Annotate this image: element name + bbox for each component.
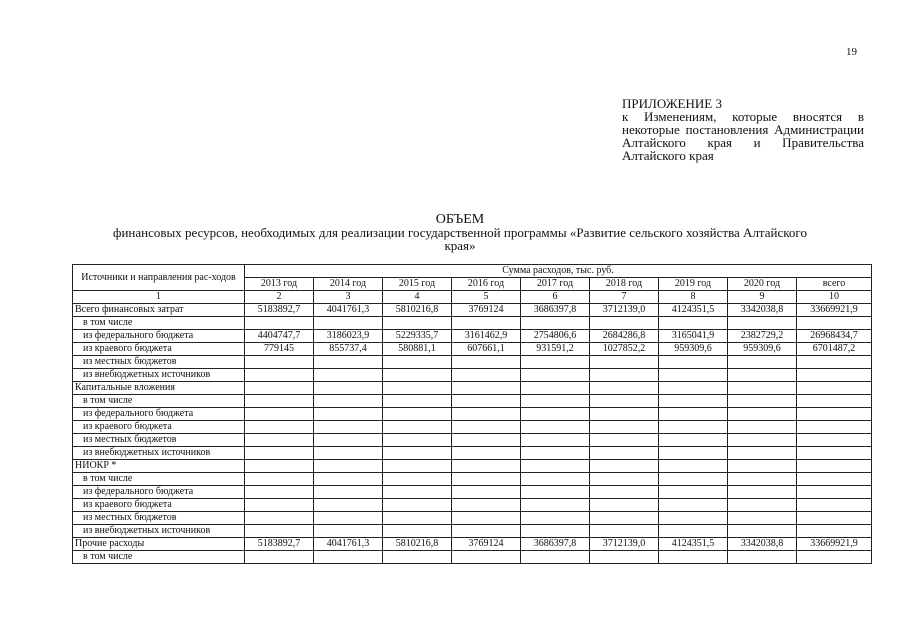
table-cell	[590, 499, 659, 512]
table-cell	[314, 486, 383, 499]
table-cell	[797, 356, 872, 369]
table-cell	[521, 499, 590, 512]
table-row	[73, 317, 872, 330]
header-year: 2017 год	[521, 278, 590, 291]
table-cell	[728, 473, 797, 486]
page-number: 19	[846, 46, 857, 58]
table-cell	[659, 408, 728, 421]
table-cell	[797, 512, 872, 525]
column-number: 5	[452, 291, 521, 304]
table-cell	[521, 369, 590, 382]
table-cell	[728, 551, 797, 564]
table-cell	[383, 408, 452, 421]
table-cell	[659, 499, 728, 512]
header-source: Источники и направления рас-ходов	[73, 265, 245, 291]
table-cell: 3712139,0	[590, 304, 659, 317]
table-cell	[452, 512, 521, 525]
table-cell	[245, 486, 314, 499]
table-cell	[728, 317, 797, 330]
table-row	[73, 421, 872, 434]
table-cell	[728, 499, 797, 512]
table-cell	[245, 512, 314, 525]
header-year: 2016 год	[452, 278, 521, 291]
table-cell: 33669921,9	[797, 538, 872, 551]
table-cell	[314, 408, 383, 421]
table-cell: 5810216,8	[383, 538, 452, 551]
table-cell	[728, 356, 797, 369]
table-cell	[659, 369, 728, 382]
table-cell	[590, 512, 659, 525]
table-cell	[383, 382, 452, 395]
table-cell	[659, 434, 728, 447]
table-cell	[521, 486, 590, 499]
table-cell	[728, 447, 797, 460]
table-cell	[521, 460, 590, 473]
table-cell	[452, 473, 521, 486]
table-cell	[590, 473, 659, 486]
row-label: из федерального бюджета	[73, 330, 245, 343]
column-number: 6	[521, 291, 590, 304]
table-row	[73, 356, 872, 369]
table-row	[73, 512, 872, 525]
table-cell	[521, 317, 590, 330]
table-cell	[659, 317, 728, 330]
table-cell	[245, 408, 314, 421]
table-cell: 3712139,0	[590, 538, 659, 551]
table-cell	[590, 356, 659, 369]
table-cell	[728, 512, 797, 525]
table-cell	[797, 447, 872, 460]
table-cell	[659, 382, 728, 395]
table-cell	[659, 356, 728, 369]
table-cell	[659, 551, 728, 564]
table-cell	[383, 395, 452, 408]
table-cell: 5810216,8	[383, 304, 452, 317]
table-cell	[659, 473, 728, 486]
row-label: НИОКР *	[73, 460, 245, 473]
table-cell	[452, 447, 521, 460]
table-cell	[245, 499, 314, 512]
header-year: 2013 год	[245, 278, 314, 291]
row-label: в том числе	[73, 317, 245, 330]
row-label: из краевого бюджета	[73, 499, 245, 512]
table-cell	[314, 356, 383, 369]
table-cell	[314, 512, 383, 525]
table-cell	[452, 317, 521, 330]
table-cell	[521, 551, 590, 564]
row-label: Всего финансовых затрат	[73, 304, 245, 317]
table-cell	[797, 317, 872, 330]
table-cell: 3161462,9	[452, 330, 521, 343]
table-cell	[659, 421, 728, 434]
column-number: 8	[659, 291, 728, 304]
table-cell	[521, 395, 590, 408]
table-cell	[383, 499, 452, 512]
table-cell	[245, 460, 314, 473]
table-cell	[521, 421, 590, 434]
table-cell	[383, 369, 452, 382]
table-cell	[245, 356, 314, 369]
row-label: из местных бюджетов	[73, 434, 245, 447]
table-cell	[452, 499, 521, 512]
table-cell	[797, 395, 872, 408]
table-cell	[383, 460, 452, 473]
column-number: 2	[245, 291, 314, 304]
table-cell	[797, 499, 872, 512]
table-row	[73, 525, 872, 538]
table-cell	[659, 460, 728, 473]
table-cell	[452, 408, 521, 421]
table-cell	[245, 525, 314, 538]
table-cell: 3686397,8	[521, 538, 590, 551]
table-row	[73, 369, 872, 382]
header-year: 2020 год	[728, 278, 797, 291]
table-cell	[383, 512, 452, 525]
table-cell	[452, 486, 521, 499]
row-label: из федерального бюджета	[73, 408, 245, 421]
table-cell	[797, 421, 872, 434]
table-cell	[383, 551, 452, 564]
table-row	[73, 486, 872, 499]
table-cell: 4124351,5	[659, 304, 728, 317]
table-row	[73, 408, 872, 421]
table-cell: 1027852,2	[590, 343, 659, 356]
table-cell	[521, 525, 590, 538]
table-cell: 33669921,9	[797, 304, 872, 317]
table-cell	[590, 369, 659, 382]
table-cell	[728, 434, 797, 447]
heading-title: ОБЪЕМ	[435, 212, 485, 227]
table-cell	[728, 525, 797, 538]
table-cell	[245, 395, 314, 408]
table-cell	[314, 473, 383, 486]
table-cell	[314, 421, 383, 434]
table-cell: 26968434,7	[797, 330, 872, 343]
table-cell	[383, 486, 452, 499]
table-cell	[797, 551, 872, 564]
table-cell	[383, 434, 452, 447]
table-cell: 779145	[245, 343, 314, 356]
table-cell	[521, 512, 590, 525]
table-cell	[797, 434, 872, 447]
table-cell	[728, 421, 797, 434]
table-cell	[728, 460, 797, 473]
table-cell	[521, 382, 590, 395]
table-cell: 5183892,7	[245, 304, 314, 317]
table-row	[73, 343, 872, 356]
table-cell	[452, 551, 521, 564]
table-cell	[314, 499, 383, 512]
table-cell	[452, 395, 521, 408]
row-label: в том числе	[73, 551, 245, 564]
table-row	[73, 434, 872, 447]
table-cell	[383, 317, 452, 330]
row-label: Капитальные вложения	[73, 382, 245, 395]
table-cell	[659, 395, 728, 408]
table-row	[73, 447, 872, 460]
table-cell	[314, 317, 383, 330]
table-cell	[245, 317, 314, 330]
table-cell	[314, 382, 383, 395]
header-year: всего	[797, 278, 872, 291]
table-row	[73, 330, 872, 343]
table-cell	[590, 551, 659, 564]
table-cell: 3769124	[452, 538, 521, 551]
column-number: 1	[73, 291, 245, 304]
table-cell	[452, 421, 521, 434]
row-label: из федерального бюджета	[73, 486, 245, 499]
table-cell	[383, 473, 452, 486]
table-cell	[314, 434, 383, 447]
table-cell	[314, 551, 383, 564]
row-label: из краевого бюджета	[73, 343, 245, 356]
column-number: 10	[797, 291, 872, 304]
table-cell: 2382729,2	[728, 330, 797, 343]
table-cell	[728, 408, 797, 421]
table-cell: 3342038,8	[728, 304, 797, 317]
table-cell: 855737,4	[314, 343, 383, 356]
table-cell	[797, 486, 872, 499]
table-cell: 959309,6	[659, 343, 728, 356]
table-cell	[452, 382, 521, 395]
table-cell: 3769124	[452, 304, 521, 317]
table-cell	[659, 447, 728, 460]
table-row	[73, 460, 872, 473]
table-cell: 3186023,9	[314, 330, 383, 343]
table-cell	[590, 317, 659, 330]
table-cell: 5229335,7	[383, 330, 452, 343]
document-heading	[60, 213, 860, 252]
row-label: Прочие расходы	[73, 538, 245, 551]
table-cell	[383, 356, 452, 369]
table-row	[73, 499, 872, 512]
table-cell	[590, 421, 659, 434]
table-cell: 580881,1	[383, 343, 452, 356]
table-cell	[590, 408, 659, 421]
table-row	[73, 473, 872, 486]
table-cell	[314, 525, 383, 538]
row-label: из краевого бюджета	[73, 421, 245, 434]
table-cell	[314, 369, 383, 382]
table-cell	[521, 447, 590, 460]
table-cell	[590, 525, 659, 538]
table-cell	[452, 369, 521, 382]
header-sum: Сумма расходов, тыс. руб.	[245, 265, 872, 278]
table-cell	[452, 434, 521, 447]
table-cell: 2754806,6	[521, 330, 590, 343]
table-row	[73, 551, 872, 564]
row-label: из внебюджетных источников	[73, 447, 245, 460]
table-cell	[590, 447, 659, 460]
table-cell	[797, 525, 872, 538]
row-label: из местных бюджетов	[73, 512, 245, 525]
table-cell	[452, 356, 521, 369]
table-cell	[728, 395, 797, 408]
table-cell	[659, 486, 728, 499]
table-cell	[659, 512, 728, 525]
financial-table	[72, 264, 872, 564]
table-cell	[590, 382, 659, 395]
table-cell	[383, 525, 452, 538]
table-cell	[452, 525, 521, 538]
table-cell: 6701487,2	[797, 343, 872, 356]
column-number: 7	[590, 291, 659, 304]
table-body	[73, 265, 872, 564]
table-cell	[314, 447, 383, 460]
table-cell	[659, 525, 728, 538]
appendix-title: ПРИЛОЖЕНИЕ 3	[622, 96, 722, 111]
table-cell	[797, 473, 872, 486]
table-cell	[797, 460, 872, 473]
header-year: 2014 год	[314, 278, 383, 291]
column-number: 3	[314, 291, 383, 304]
row-label: в том числе	[73, 473, 245, 486]
table-cell	[590, 395, 659, 408]
header-year: 2015 год	[383, 278, 452, 291]
table-cell	[728, 486, 797, 499]
table-cell	[245, 382, 314, 395]
table-cell	[383, 447, 452, 460]
table-cell	[590, 486, 659, 499]
table-cell	[521, 434, 590, 447]
table-cell	[590, 434, 659, 447]
appendix-block	[622, 97, 864, 162]
table-cell	[797, 369, 872, 382]
table-cell	[797, 408, 872, 421]
table-cell	[245, 421, 314, 434]
table-cell: 5183892,7	[245, 538, 314, 551]
table-row	[73, 395, 872, 408]
row-label: из внебюджетных источников	[73, 525, 245, 538]
table-cell	[728, 369, 797, 382]
table-cell: 3342038,8	[728, 538, 797, 551]
table-cell	[728, 382, 797, 395]
table-cell	[521, 356, 590, 369]
table-cell	[383, 421, 452, 434]
table-cell	[314, 395, 383, 408]
table-cell: 4041761,3	[314, 304, 383, 317]
table-cell: 3686397,8	[521, 304, 590, 317]
table-cell: 3165041,9	[659, 330, 728, 343]
heading-subtitle: финансовых ресурсов, необходимых для реализации государственной программы «Развитие сельского хозяйства Алтайского края»	[113, 225, 807, 253]
table-cell: 4124351,5	[659, 538, 728, 551]
table-cell	[521, 473, 590, 486]
appendix-body: к Изменениям, которые вносятся в некоторые постановления Администрации Алтайского края и Правительства Алтайского края	[622, 109, 864, 163]
table-cell: 2684286,8	[590, 330, 659, 343]
header-year: 2019 год	[659, 278, 728, 291]
table-cell	[245, 434, 314, 447]
column-number-row	[73, 291, 872, 304]
table-cell	[314, 460, 383, 473]
header-row-1	[73, 265, 872, 278]
table-cell	[245, 447, 314, 460]
table-cell: 4404747,7	[245, 330, 314, 343]
table-cell	[452, 460, 521, 473]
row-label: из местных бюджетов	[73, 356, 245, 369]
column-number: 4	[383, 291, 452, 304]
row-label: из внебюджетных источников	[73, 369, 245, 382]
table-cell	[245, 369, 314, 382]
table-cell	[245, 473, 314, 486]
table-cell: 607661,1	[452, 343, 521, 356]
table-cell	[245, 551, 314, 564]
table-cell: 959309,6	[728, 343, 797, 356]
table-cell: 4041761,3	[314, 538, 383, 551]
row-label: в том числе	[73, 395, 245, 408]
table-cell	[590, 460, 659, 473]
table-cell	[521, 408, 590, 421]
table-cell: 931591,2	[521, 343, 590, 356]
table-row	[73, 538, 872, 551]
table-cell	[797, 382, 872, 395]
header-year: 2018 год	[590, 278, 659, 291]
table-row	[73, 382, 872, 395]
column-number: 9	[728, 291, 797, 304]
table-row	[73, 304, 872, 317]
